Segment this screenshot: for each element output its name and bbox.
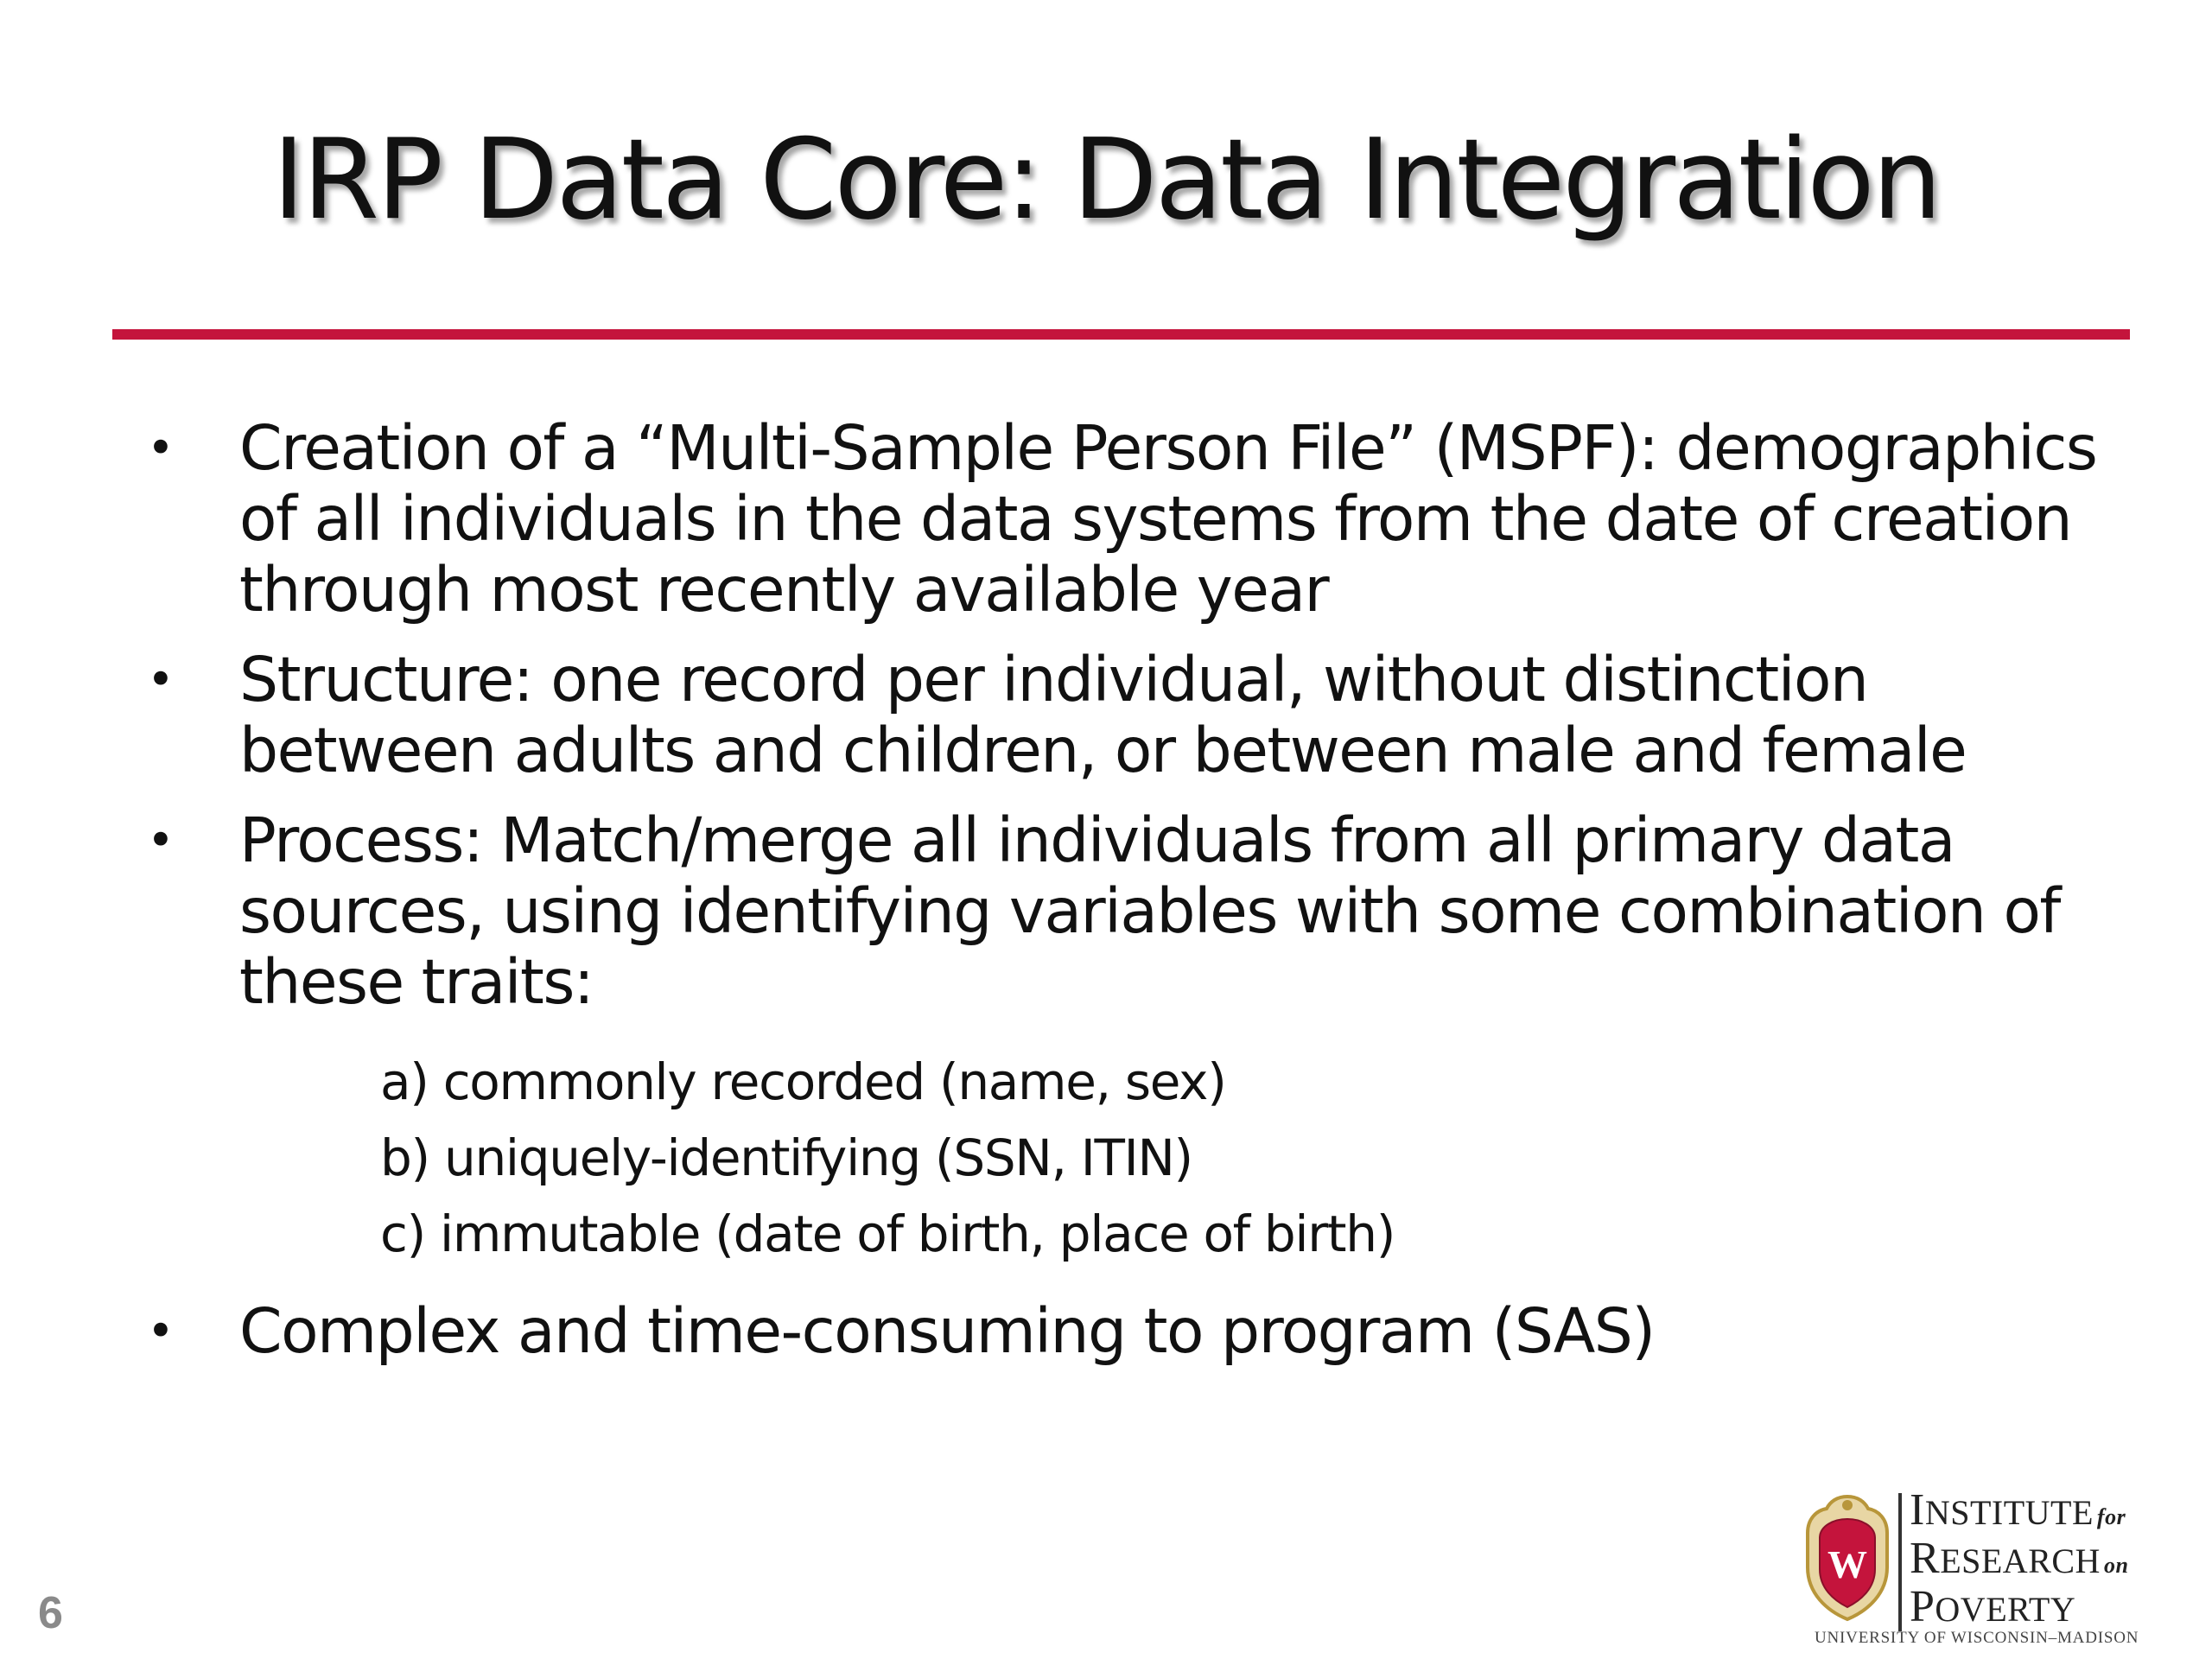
irp-logo [1797,1486,2143,1650]
crest-letter: W [1827,1542,1867,1586]
bullet-item [147,1296,2126,1367]
bullet-text: Process: Match/merge all individuals from all primary data sources, using identifying variables with some combination of these traits: [239,804,2060,1018]
logo-divider [1898,1493,1902,1631]
slide-title: IRP Data Core: Data Integration [272,116,1940,245]
slide-body [147,413,2126,1386]
bullet-item [147,645,2126,786]
trait-list [380,1044,2126,1272]
trait-item: c) immutable (date of birth, place of birth) [380,1205,1395,1263]
bullet-text: Complex and time-consuming to program (SAS) [239,1295,1655,1367]
bullet-marker: • [147,813,174,868]
bullet-item [147,413,2126,626]
bullet-marker: • [147,1304,174,1358]
bullet-text: Creation of a “Multi-Sample Person File” (MSPF): demographics of all individuals in the data systems from the date of creation through most recently available year [239,412,2097,626]
logo-wordmark: INSTITUTE for RESEARCH on POVERTY [1910,1485,2129,1631]
bullet-marker: • [147,421,174,475]
trait-item: a) commonly recorded (name, sex) [380,1052,1226,1111]
title-divider [112,329,2130,340]
bullet-text: Structure: one record per individual, without distinction between adults and children, or between male and female [239,644,1967,786]
trait-item: b) uniquely-identifying (SSN, ITIN) [380,1128,1192,1187]
page-number: 6 [38,1588,63,1638]
university-name: UNIVERSITY OF WISCONSIN–MADISON [1815,1629,2139,1647]
bullet-item [147,805,2126,1018]
university-crest-icon [1804,1493,1891,1627]
bullet-marker: • [147,652,174,707]
